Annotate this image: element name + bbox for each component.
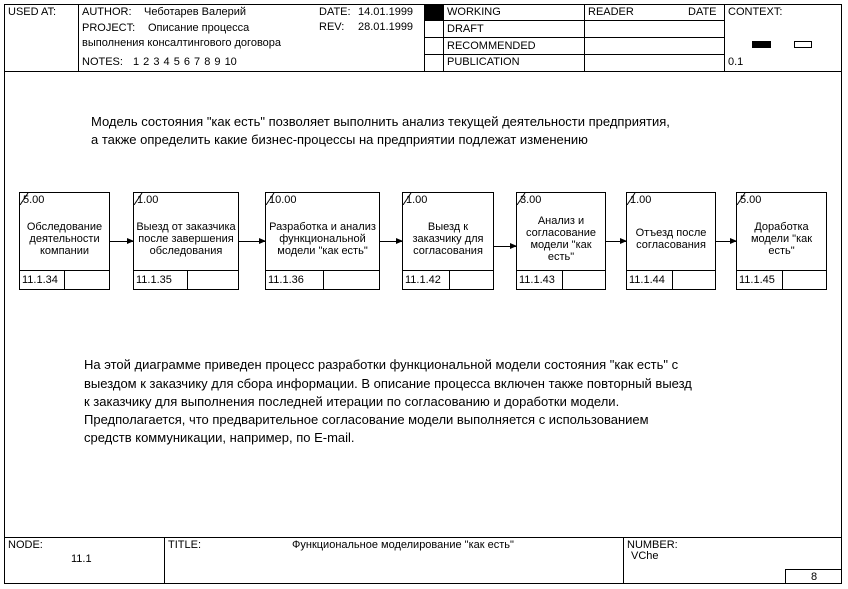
description-line: Предполагается, что предварительное согласование модели выполняется с использованием: [84, 412, 649, 427]
diagram-title: Функциональное моделирование "как есть": [292, 539, 514, 551]
reader-label: READER: [588, 6, 634, 18]
activity-box[interactable]: [402, 192, 494, 290]
activity-node-number: 11.1.35: [136, 274, 172, 286]
flow-arrow: [239, 241, 265, 242]
activity-cost: 5.00: [23, 194, 45, 206]
context-filled-box: [752, 41, 771, 48]
status-publication: PUBLICATION: [447, 56, 520, 68]
project-label: PROJECT:: [82, 22, 136, 34]
status-working: WORKING: [447, 6, 501, 18]
node-bar-divider: [672, 271, 673, 289]
notes-label: NOTES:: [82, 56, 123, 68]
header-divider: [724, 4, 725, 71]
date-label: DATE:: [319, 6, 351, 18]
activity-cost: 10.00: [269, 194, 297, 206]
status-draft: DRAFT: [447, 23, 484, 35]
rev-label: REV:: [319, 21, 345, 33]
flow-arrow: [380, 241, 402, 242]
footer-divider: [164, 537, 165, 584]
activity-cost: 1.00: [406, 194, 428, 206]
date-value: 14.01.1999: [358, 6, 414, 18]
footer-divider: [623, 537, 624, 584]
activity-node-number: 11.1.34: [22, 274, 58, 286]
activity-label: Анализ и согласование модели "как есть": [526, 215, 596, 263]
page-number: 8: [811, 571, 818, 583]
status-row-line: [424, 54, 724, 55]
author-label: AUTHOR:: [82, 6, 132, 18]
activity-node-number: 11.1.45: [739, 274, 775, 286]
activity-box[interactable]: [736, 192, 827, 290]
header-bottom-border: [4, 71, 842, 72]
reader-date-label: DATE: [688, 6, 717, 18]
activity-node-number: 11.1.42: [405, 274, 441, 286]
activity-box[interactable]: [626, 192, 716, 290]
activity-box[interactable]: [19, 192, 110, 290]
notes-numbers: 1 2 3 4 5 6 7 8 9 10: [133, 56, 237, 68]
activity-cost: 3.00: [520, 194, 542, 206]
description-line: к заказчику для выполнения последней итерации по согласованию и доработки модели.: [84, 394, 620, 409]
project-name-line2: выполнения консалтингового договора: [82, 37, 282, 49]
title-label: TITLE:: [168, 539, 202, 551]
activity-label: Доработка модели "как есть": [750, 221, 813, 257]
context-label: CONTEXT:: [728, 6, 783, 18]
rev-value: 28.01.1999: [358, 21, 414, 33]
activity-label: Выезд к заказчику для согласования: [412, 221, 484, 257]
node-value: 11.1: [71, 553, 92, 565]
number-value: VChe: [631, 550, 659, 562]
node-bar-divider: [323, 271, 324, 289]
context-empty-box: [794, 41, 812, 48]
activity-node-number: 11.1.44: [629, 274, 665, 286]
activity-label: Отъезд после согласования: [635, 227, 707, 251]
node-bar-divider: [562, 271, 563, 289]
status-row-line: [424, 20, 724, 21]
status-recommended: RECOMMENDED: [447, 40, 536, 52]
author-name: Чеботарев Валерий: [144, 6, 247, 18]
activity-node-number: 11.1.36: [268, 274, 304, 286]
project-name-line1: Описание процесса: [148, 22, 250, 34]
status-row-line: [424, 37, 724, 38]
activity-label: Разработка и анализ функциональной модели "как есть": [269, 221, 376, 257]
node-label: NODE:: [8, 539, 43, 551]
description-line: средств коммуникации, например, по E-mail.: [84, 430, 355, 445]
activity-cost: 1.00: [137, 194, 159, 206]
activity-node-number: 11.1.43: [519, 274, 555, 286]
node-bar-divider: [782, 271, 783, 289]
flow-arrow: [494, 246, 516, 247]
activity-box[interactable]: [133, 192, 239, 290]
activity-label: Выезд от заказчика после завершения обследования: [136, 221, 236, 257]
number-label: NUMBER:: [627, 539, 678, 551]
node-bar-divider: [64, 271, 65, 289]
node-bar-divider: [449, 271, 450, 289]
activity-cost: 1.00: [630, 194, 652, 206]
activity-box[interactable]: [265, 192, 380, 290]
header-divider: [78, 4, 79, 71]
flow-arrow: [716, 241, 736, 242]
description-line: На этой диаграмме приведен процесс разработки функциональной модели состояния "как есть" с: [84, 357, 679, 372]
activity-label: Обследование деятельности компании: [26, 221, 103, 257]
node-bar-divider: [187, 271, 188, 289]
status-working-marker: [425, 5, 443, 20]
footer-top-border: [4, 537, 842, 538]
context-value: 0.1: [728, 56, 744, 68]
used-at-label: USED AT:: [8, 6, 57, 18]
description-line: выездом к заказчику для сбора информации. В описание процесса включен также повторный выезд: [84, 376, 692, 391]
activity-box[interactable]: [516, 192, 606, 290]
intro-line: Модель состояния "как есть" позволяет выполнить анализ текущей деятельности предприятия,: [91, 114, 670, 129]
intro-line: а также определить какие бизнес-процессы на предприятии подлежат изменению: [91, 132, 588, 147]
diagram-frame: [4, 4, 842, 584]
flow-arrow: [110, 241, 133, 242]
flow-arrow: [606, 241, 626, 242]
activity-cost: 5.00: [740, 194, 762, 206]
